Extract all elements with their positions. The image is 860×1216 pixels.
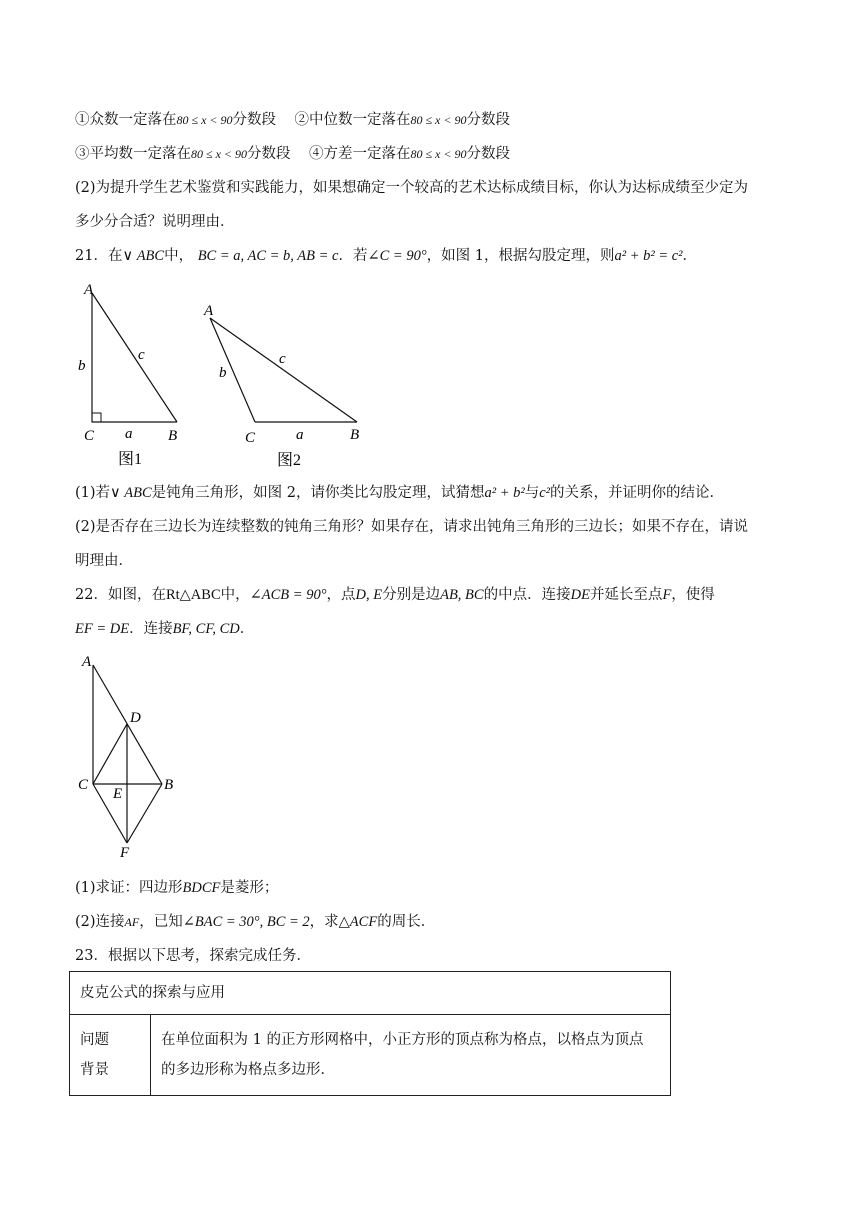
right-triangle-abc: Rt△ABC: [165, 587, 221, 603]
q21-intro-a: 21．在: [75, 248, 123, 264]
q22-part1: [75, 878, 278, 898]
q22-p2-b: ，已知: [139, 914, 183, 930]
fig1-label-c-vertex: C: [84, 428, 95, 444]
q20-option-line-2: [75, 144, 510, 164]
row-text-background: [151, 1015, 671, 1096]
fig2-label-c-side: c: [279, 351, 286, 367]
q22-intro-line-2: [75, 619, 254, 639]
q21-part2-line-2: 明理由．: [75, 553, 133, 569]
q22-intro-f: 并延长至点: [589, 587, 663, 603]
triangle-abc: ∨ ABC: [122, 248, 165, 264]
q21-intro-b: 中，: [164, 248, 194, 264]
figure-q22-rhombus: [70, 648, 190, 863]
fig2-label-a-vertex: A: [204, 303, 214, 319]
q21-intro-e: ．: [682, 248, 698, 264]
segment-de: DE: [570, 587, 590, 603]
q22-label-b: B: [164, 777, 174, 793]
fig1-label-b-vertex: B: [168, 428, 178, 444]
option-1-suffix: 分数段: [232, 112, 277, 128]
option-2-suffix: 分数段: [466, 112, 510, 128]
range-expr: 80 ≤ x < 90: [176, 113, 233, 127]
q21-part2-line-1: (2)是否存在三边长为连续整数的钝角三角形？如果存在，请求出钝角三角形的三边长；如果不存在，请说: [75, 519, 749, 535]
q20-part2-line-2: 多少分合适？说明理由．: [75, 214, 235, 230]
segments-bf-cf-cd: BF, CF, CD: [172, 621, 240, 637]
range-expr: 80 ≤ x < 90: [410, 147, 467, 161]
fig1-label-c-side: c: [138, 347, 145, 363]
sides-expr: BC = a, AC = b, AB = c: [197, 248, 339, 264]
fig1-caption: 图1: [118, 451, 143, 468]
q23-table-row-background: [70, 1015, 671, 1096]
q22-intro-c: ，点: [326, 587, 356, 603]
q21-p1-d: 的关系，并证明你的结论．: [550, 485, 725, 501]
option-3-suffix: 分数段: [247, 146, 291, 162]
row-label-background: [70, 1015, 151, 1096]
q22-intro-i: ．: [239, 621, 255, 637]
option-3-text: ③平均数一定落在: [75, 146, 191, 162]
q23-table: [69, 971, 671, 1096]
q23-table-title: 皮克公式的探索与应用: [70, 972, 671, 1015]
q23-table-title-row: [70, 972, 671, 1015]
row-text-line-2: 的多边形称为格点多边形．: [161, 1062, 335, 1078]
row-label-line-2: 背景: [80, 1062, 109, 1078]
q22-p2-d: 的周长．: [377, 914, 436, 930]
option-4-text: ④方差一定落在: [308, 146, 411, 162]
ef-equals-de: EF = DE: [75, 621, 130, 637]
point-f: F: [662, 587, 672, 603]
fig1-label-b-side: b: [78, 358, 86, 374]
q22-p2-c: ，求: [309, 914, 339, 930]
q22-label-a: A: [82, 654, 92, 670]
q21-intro: [75, 246, 697, 266]
triangle-acf: △ACF: [338, 914, 378, 930]
option-4-suffix: 分数段: [466, 146, 510, 162]
q22-p1-a: (1)求证：四边形: [75, 880, 183, 896]
angle-expr: ∠C = 90°: [367, 248, 427, 264]
sum-of-squares: a² + b²: [484, 485, 525, 501]
given-conditions: ∠BAC = 30°, BC = 2: [182, 914, 310, 930]
q22-p1-b: 是菱形；: [220, 880, 279, 896]
triangle-abc: ∨ ABC: [110, 485, 152, 501]
fig1-label-a-vertex: A: [84, 282, 94, 298]
fig1-label-a-side: a: [125, 426, 133, 442]
figure-1-right-triangle: [70, 278, 200, 473]
q20-option-line-1: [75, 110, 510, 130]
q22-part2: [75, 912, 435, 932]
option-2-text: ②中位数一定落在: [294, 112, 411, 128]
angle-acb: ∠ACB = 90°: [249, 587, 327, 603]
q22-intro-g: ，使得: [671, 587, 715, 603]
q21-p1-a: (1)若: [75, 485, 111, 501]
q22-intro-line-1: [75, 585, 715, 605]
c-squared: c²: [539, 485, 551, 501]
q22-intro-h: ．连接: [129, 621, 173, 637]
quadrilateral-bdcf: BDCF: [182, 880, 221, 896]
q21-p1-c: 与: [524, 485, 540, 501]
row-label-line-1: 问题: [80, 1032, 109, 1048]
q23-intro: 23．根据以下思考，探索完成任务．: [75, 948, 311, 964]
fig2-label-a-side: a: [296, 427, 304, 443]
fig2-label-b-vertex: B: [350, 427, 360, 443]
option-1-text: ①众数一定落在: [75, 112, 177, 128]
q22-label-f: F: [120, 845, 130, 861]
row-text-line-1: 在单位面积为 1 的正方形网格中，小正方形的顶点称为格点，以格点为顶点: [161, 1032, 644, 1048]
q22-label-e: E: [113, 786, 123, 802]
q22-intro-a: 22．如图，在: [75, 587, 166, 603]
q22-label-c: C: [78, 777, 89, 793]
fig2-label-b-side: b: [219, 365, 227, 381]
fig2-caption: 图2: [277, 452, 302, 469]
segment-af: AF: [124, 915, 140, 929]
q21-intro-d: ，如图 1，根据勾股定理，则: [426, 248, 615, 264]
fig2-label-c-vertex: C: [245, 430, 256, 446]
q21-p1-b: 是钝角三角形，如图 2，请你类比勾股定理，试猜想: [151, 485, 485, 501]
figure-2-obtuse-triangle: [195, 295, 375, 475]
q22-label-d: D: [130, 710, 141, 726]
q22-intro-d: 分别是边: [382, 587, 441, 603]
q22-p2-a: (2)连接: [75, 914, 125, 930]
q22-intro-e: 的中点．连接: [483, 587, 571, 603]
pythagoras-formula: a² + b² = c²: [614, 248, 683, 264]
q20-part2-line-1: (2)为提升学生艺术鉴赏和实践能力，如果想确定一个较高的艺术达标成绩目标，你认为达标成绩至少定为: [75, 180, 749, 196]
q22-intro-b: 中，: [220, 587, 250, 603]
q21-intro-c: ．若: [338, 248, 368, 264]
q21-part1: [75, 483, 724, 503]
range-expr: 80 ≤ x < 90: [410, 113, 467, 127]
points-d-e: D, E: [355, 587, 383, 603]
edges-ab-bc: AB, BC: [440, 587, 484, 603]
range-expr: 80 ≤ x < 90: [191, 147, 248, 161]
